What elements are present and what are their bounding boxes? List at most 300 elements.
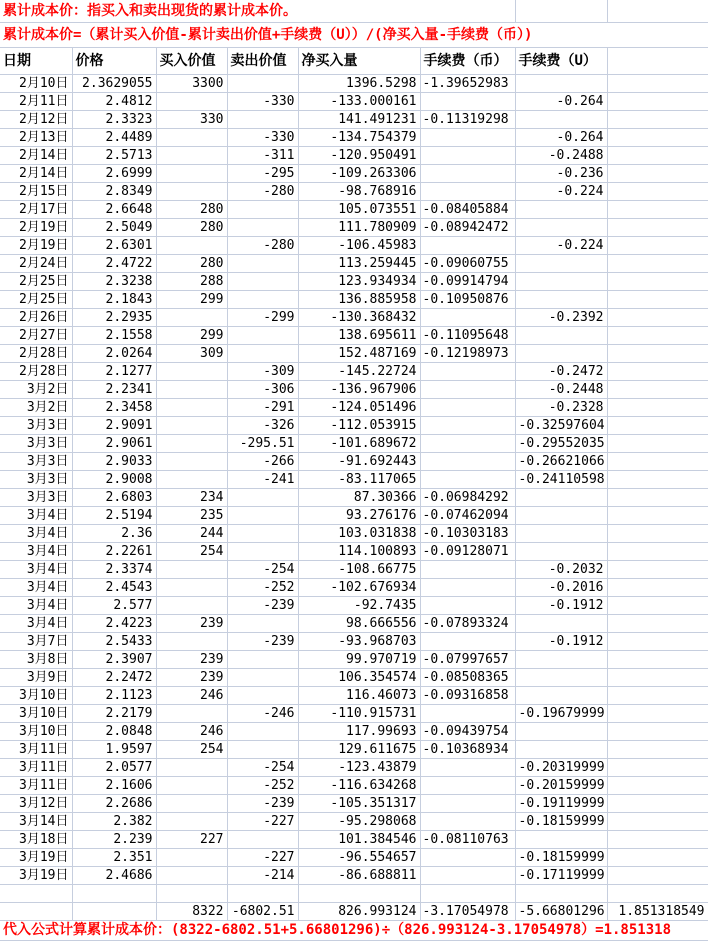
cell-fee-u[interactable]: -0.264 [515, 129, 607, 147]
cell-extra[interactable] [607, 75, 708, 93]
cell-buy-value[interactable] [156, 579, 227, 597]
cell-fee-coin[interactable]: -0.10303183 [420, 525, 515, 543]
cell-fee-u[interactable]: -0.29552035 [515, 435, 607, 453]
cell-net-buy[interactable]: -130.368432 [298, 309, 420, 327]
cell-price[interactable]: 2.2341 [72, 381, 156, 399]
cell-date[interactable]: 2月28日 [0, 363, 72, 381]
cell-fee-coin[interactable]: -0.07997657 [420, 651, 515, 669]
cell-net-buy[interactable]: -86.688811 [298, 867, 420, 885]
cell-extra[interactable] [607, 363, 708, 381]
cell-sell-value[interactable] [227, 273, 298, 291]
cell-extra[interactable] [607, 183, 708, 201]
cell-fee-coin[interactable] [420, 471, 515, 489]
cell-fee-u[interactable]: -0.18159999 [515, 849, 607, 867]
cell-fee-coin[interactable]: -0.10950876 [420, 291, 515, 309]
cell-price[interactable]: 2.5713 [72, 147, 156, 165]
cell-net-buy[interactable]: -145.22724 [298, 363, 420, 381]
cell-net-buy[interactable]: 1396.5298 [298, 75, 420, 93]
cell-sell-value[interactable]: -254 [227, 561, 298, 579]
cell-extra[interactable] [607, 417, 708, 435]
cell-buy-value[interactable]: 288 [156, 273, 227, 291]
cell-price[interactable]: 2.1843 [72, 291, 156, 309]
cell-fee-coin[interactable]: -0.09439754 [420, 723, 515, 741]
empty-cell[interactable] [420, 0, 515, 23]
cell-sell-value[interactable]: -330 [227, 129, 298, 147]
cell-sell-value[interactable]: -291 [227, 399, 298, 417]
cell-extra[interactable] [607, 885, 708, 903]
cell-buy-value[interactable] [156, 597, 227, 615]
cell-extra[interactable] [607, 453, 708, 471]
cell-net-buy[interactable]: 87.30366 [298, 489, 420, 507]
cell-date[interactable] [0, 885, 72, 903]
cell-sell-value[interactable]: -326 [227, 417, 298, 435]
cell-buy-value[interactable]: 309 [156, 345, 227, 363]
cell-extra[interactable] [607, 795, 708, 813]
cell-net-buy[interactable]: -106.45983 [298, 237, 420, 255]
cell-fee-coin[interactable]: -0.09060755 [420, 255, 515, 273]
cell-date[interactable]: 3月4日 [0, 615, 72, 633]
cell-sell-value[interactable]: -241 [227, 471, 298, 489]
cell-extra[interactable] [607, 111, 708, 129]
cell-buy-value[interactable]: 227 [156, 831, 227, 849]
cell-extra[interactable] [607, 759, 708, 777]
cell-buy-value[interactable] [156, 147, 227, 165]
cell-price[interactable]: 2.3374 [72, 561, 156, 579]
cell-date[interactable]: 3月4日 [0, 525, 72, 543]
cell-fee-coin[interactable] [420, 129, 515, 147]
cell-fee-coin[interactable]: -0.10368934 [420, 741, 515, 759]
cell-buy-value[interactable] [156, 309, 227, 327]
cell-net-buy[interactable]: -98.768916 [298, 183, 420, 201]
cell-date[interactable]: 3月10日 [0, 723, 72, 741]
cell-buy-value[interactable]: 8322 [156, 903, 227, 921]
cell-sell-value[interactable] [227, 615, 298, 633]
annotation-line-2[interactable]: 累计成本价=（累计买入价值-累计卖出价值+手续费（U））/(净买入量-手续费（币）) [0, 23, 607, 48]
cell-buy-value[interactable] [156, 93, 227, 111]
cell-fee-coin[interactable] [420, 165, 515, 183]
cell-buy-value[interactable] [156, 237, 227, 255]
cell-net-buy[interactable]: -96.554657 [298, 849, 420, 867]
cell-extra[interactable] [607, 273, 708, 291]
cell-fee-coin[interactable] [420, 777, 515, 795]
cell-fee-u[interactable]: -0.2016 [515, 579, 607, 597]
cell-fee-coin[interactable] [420, 183, 515, 201]
cell-date[interactable]: 2月14日 [0, 147, 72, 165]
cell-date[interactable]: 3月2日 [0, 399, 72, 417]
cell-net-buy[interactable]: -108.66775 [298, 561, 420, 579]
cell-sell-value[interactable]: -280 [227, 183, 298, 201]
cell-sell-value[interactable] [227, 255, 298, 273]
cell-price[interactable]: 2.3323 [72, 111, 156, 129]
cell-date[interactable] [0, 903, 72, 921]
cell-buy-value[interactable]: 3300 [156, 75, 227, 93]
cell-sell-value[interactable]: -6802.51 [227, 903, 298, 921]
cell-fee-u[interactable] [515, 201, 607, 219]
cell-date[interactable]: 2月27日 [0, 327, 72, 345]
cell-buy-value[interactable]: 239 [156, 615, 227, 633]
cell-fee-coin[interactable] [420, 705, 515, 723]
cell-extra[interactable] [607, 489, 708, 507]
cell-date[interactable]: 3月4日 [0, 579, 72, 597]
cell-price[interactable]: 2.9091 [72, 417, 156, 435]
cell-date[interactable]: 3月11日 [0, 741, 72, 759]
cell-net-buy[interactable] [298, 885, 420, 903]
cell-sell-value[interactable]: -227 [227, 813, 298, 831]
cell-price[interactable]: 2.3629055 [72, 75, 156, 93]
cell-price[interactable]: 2.3238 [72, 273, 156, 291]
cell-net-buy[interactable]: 114.100893 [298, 543, 420, 561]
cell-fee-coin[interactable]: -3.17054978 [420, 903, 515, 921]
cell-price[interactable]: 2.577 [72, 597, 156, 615]
cell-fee-u[interactable]: -0.1912 [515, 633, 607, 651]
cell-fee-coin[interactable] [420, 813, 515, 831]
cell-buy-value[interactable] [156, 885, 227, 903]
cell-buy-value[interactable] [156, 417, 227, 435]
annotation-line-1[interactable]: 累计成本价：指买入和卖出现货的累计成本价。 [0, 0, 420, 23]
cell-fee-coin[interactable]: -1.39652983 [420, 75, 515, 93]
cell-fee-coin[interactable]: -0.09128071 [420, 543, 515, 561]
cell-fee-u[interactable]: -0.2392 [515, 309, 607, 327]
cell-price[interactable]: 2.4543 [72, 579, 156, 597]
cell-buy-value[interactable]: 239 [156, 669, 227, 687]
cell-fee-coin[interactable] [420, 867, 515, 885]
cell-date[interactable]: 2月14日 [0, 165, 72, 183]
cell-price[interactable]: 2.4489 [72, 129, 156, 147]
cell-sell-value[interactable]: -295.51 [227, 435, 298, 453]
cell-fee-u[interactable] [515, 525, 607, 543]
cell-net-buy[interactable]: 138.695611 [298, 327, 420, 345]
cell-net-buy[interactable]: 826.993124 [298, 903, 420, 921]
header-date[interactable]: 日期 [0, 48, 72, 75]
cell-net-buy[interactable]: 101.384546 [298, 831, 420, 849]
cell-fee-coin[interactable] [420, 453, 515, 471]
cell-fee-u[interactable] [515, 219, 607, 237]
cell-sell-value[interactable] [227, 543, 298, 561]
cell-price[interactable]: 2.0848 [72, 723, 156, 741]
cell-fee-coin[interactable]: -0.07462094 [420, 507, 515, 525]
cell-fee-u[interactable] [515, 741, 607, 759]
cell-sell-value[interactable]: -330 [227, 93, 298, 111]
cell-fee-coin[interactable]: -0.11095648 [420, 327, 515, 345]
cell-extra[interactable] [607, 669, 708, 687]
cell-date[interactable]: 3月18日 [0, 831, 72, 849]
cell-sell-value[interactable] [227, 345, 298, 363]
cell-buy-value[interactable] [156, 363, 227, 381]
cell-fee-u[interactable]: -0.224 [515, 183, 607, 201]
cell-extra[interactable] [607, 561, 708, 579]
cell-date[interactable]: 3月4日 [0, 507, 72, 525]
cell-date[interactable]: 2月28日 [0, 345, 72, 363]
cell-buy-value[interactable]: 280 [156, 219, 227, 237]
cell-fee-coin[interactable]: -0.11319298 [420, 111, 515, 129]
cell-date[interactable]: 3月9日 [0, 669, 72, 687]
cell-fee-u[interactable]: -0.1912 [515, 597, 607, 615]
header-fee-coin[interactable]: 手续费（币） [420, 48, 515, 75]
cell-price[interactable] [72, 903, 156, 921]
cell-extra[interactable] [607, 327, 708, 345]
cell-price[interactable]: 2.1606 [72, 777, 156, 795]
cell-fee-u[interactable] [515, 255, 607, 273]
cell-fee-u[interactable] [515, 345, 607, 363]
cell-buy-value[interactable]: 254 [156, 741, 227, 759]
cell-fee-coin[interactable] [420, 363, 515, 381]
cell-date[interactable]: 3月3日 [0, 453, 72, 471]
cell-extra[interactable] [607, 723, 708, 741]
cell-fee-u[interactable]: -0.2472 [515, 363, 607, 381]
cell-extra[interactable] [607, 291, 708, 309]
cell-date[interactable]: 3月8日 [0, 651, 72, 669]
cell-price[interactable]: 2.5194 [72, 507, 156, 525]
cell-net-buy[interactable]: -116.634268 [298, 777, 420, 795]
cell-net-buy[interactable]: 99.970719 [298, 651, 420, 669]
cell-fee-u[interactable] [515, 75, 607, 93]
cell-fee-u[interactable] [515, 327, 607, 345]
cell-price[interactable]: 2.36 [72, 525, 156, 543]
header-fee-u[interactable]: 手续费（U） [515, 48, 607, 75]
cell-sell-value[interactable]: -239 [227, 597, 298, 615]
cell-fee-coin[interactable] [420, 885, 515, 903]
cell-buy-value[interactable] [156, 813, 227, 831]
empty-cell[interactable] [515, 0, 607, 23]
cell-buy-value[interactable] [156, 165, 227, 183]
cell-price[interactable]: 2.1277 [72, 363, 156, 381]
cell-buy-value[interactable]: 254 [156, 543, 227, 561]
cell-net-buy[interactable]: -124.051496 [298, 399, 420, 417]
header-extra[interactable] [607, 48, 708, 75]
cell-price[interactable]: 2.4722 [72, 255, 156, 273]
cell-price[interactable]: 2.2935 [72, 309, 156, 327]
header-sell-value[interactable]: 卖出价值 [227, 48, 298, 75]
cell-fee-coin[interactable] [420, 849, 515, 867]
cell-net-buy[interactable]: 93.276176 [298, 507, 420, 525]
cell-price[interactable]: 2.3907 [72, 651, 156, 669]
cell-fee-coin[interactable]: -0.09316858 [420, 687, 515, 705]
cell-net-buy[interactable]: -136.967906 [298, 381, 420, 399]
cell-sell-value[interactable] [227, 687, 298, 705]
cell-extra[interactable]: 1.851318549 [607, 903, 708, 921]
cell-date[interactable]: 3月10日 [0, 687, 72, 705]
cell-fee-u[interactable]: -0.236 [515, 165, 607, 183]
cell-net-buy[interactable]: 105.073551 [298, 201, 420, 219]
cell-sell-value[interactable] [227, 885, 298, 903]
empty-cell[interactable] [607, 23, 708, 48]
cell-fee-coin[interactable]: -0.08405884 [420, 201, 515, 219]
cell-fee-u[interactable]: -0.17119999 [515, 867, 607, 885]
cell-date[interactable]: 3月14日 [0, 813, 72, 831]
cell-date[interactable]: 3月11日 [0, 759, 72, 777]
cell-date[interactable]: 3月3日 [0, 435, 72, 453]
cell-extra[interactable] [607, 147, 708, 165]
cell-net-buy[interactable]: -109.263306 [298, 165, 420, 183]
cell-price[interactable]: 2.1558 [72, 327, 156, 345]
cell-date[interactable]: 3月3日 [0, 417, 72, 435]
cell-date[interactable]: 2月11日 [0, 93, 72, 111]
cell-extra[interactable] [607, 705, 708, 723]
cell-extra[interactable] [607, 435, 708, 453]
cell-extra[interactable] [607, 345, 708, 363]
cell-buy-value[interactable]: 234 [156, 489, 227, 507]
cell-buy-value[interactable] [156, 453, 227, 471]
cell-date[interactable]: 3月4日 [0, 561, 72, 579]
cell-buy-value[interactable]: 299 [156, 291, 227, 309]
cell-price[interactable] [72, 885, 156, 903]
cell-extra[interactable] [607, 129, 708, 147]
cell-buy-value[interactable]: 280 [156, 255, 227, 273]
cell-sell-value[interactable]: -254 [227, 759, 298, 777]
cell-net-buy[interactable]: 141.491231 [298, 111, 420, 129]
cell-net-buy[interactable]: 123.934934 [298, 273, 420, 291]
cell-extra[interactable] [607, 219, 708, 237]
footer-formula[interactable]: 代入公式计算累计成本价：(8322-6802.51+5.66801296)÷（826.993124-3.17054978）=1.851318 [0, 921, 708, 941]
cell-net-buy[interactable]: 152.487169 [298, 345, 420, 363]
cell-buy-value[interactable] [156, 471, 227, 489]
cell-price[interactable]: 2.239 [72, 831, 156, 849]
cell-sell-value[interactable] [227, 525, 298, 543]
cell-price[interactable]: 2.1123 [72, 687, 156, 705]
cell-fee-u[interactable] [515, 723, 607, 741]
cell-net-buy[interactable]: 111.780909 [298, 219, 420, 237]
header-buy-value[interactable]: 买入价值 [156, 48, 227, 75]
cell-fee-coin[interactable] [420, 237, 515, 255]
cell-extra[interactable] [607, 471, 708, 489]
cell-price[interactable]: 2.9008 [72, 471, 156, 489]
cell-date[interactable]: 2月24日 [0, 255, 72, 273]
cell-buy-value[interactable]: 239 [156, 651, 227, 669]
cell-extra[interactable] [607, 687, 708, 705]
cell-buy-value[interactable]: 235 [156, 507, 227, 525]
cell-buy-value[interactable] [156, 867, 227, 885]
cell-sell-value[interactable]: -311 [227, 147, 298, 165]
cell-sell-value[interactable] [227, 75, 298, 93]
cell-extra[interactable] [607, 849, 708, 867]
cell-net-buy[interactable]: -105.351317 [298, 795, 420, 813]
cell-buy-value[interactable] [156, 399, 227, 417]
cell-price[interactable]: 2.0264 [72, 345, 156, 363]
cell-sell-value[interactable]: -227 [227, 849, 298, 867]
cell-date[interactable]: 3月3日 [0, 471, 72, 489]
cell-price[interactable]: 2.2261 [72, 543, 156, 561]
cell-extra[interactable] [607, 165, 708, 183]
cell-extra[interactable] [607, 93, 708, 111]
cell-sell-value[interactable] [227, 291, 298, 309]
cell-extra[interactable] [607, 615, 708, 633]
cell-price[interactable]: 2.2472 [72, 669, 156, 687]
cell-sell-value[interactable]: -252 [227, 579, 298, 597]
cell-buy-value[interactable] [156, 183, 227, 201]
cell-fee-u[interactable]: -0.2448 [515, 381, 607, 399]
cell-fee-u[interactable]: -0.18159999 [515, 813, 607, 831]
cell-buy-value[interactable]: 244 [156, 525, 227, 543]
cell-fee-coin[interactable] [420, 597, 515, 615]
cell-buy-value[interactable] [156, 705, 227, 723]
cell-date[interactable]: 2月15日 [0, 183, 72, 201]
cell-fee-coin[interactable]: -0.08110763 [420, 831, 515, 849]
cell-price[interactable]: 2.8349 [72, 183, 156, 201]
cell-fee-u[interactable] [515, 885, 607, 903]
cell-price[interactable]: 2.351 [72, 849, 156, 867]
cell-sell-value[interactable] [227, 111, 298, 129]
cell-price[interactable]: 2.9033 [72, 453, 156, 471]
cell-date[interactable]: 3月12日 [0, 795, 72, 813]
cell-date[interactable]: 2月25日 [0, 273, 72, 291]
cell-date[interactable]: 2月12日 [0, 111, 72, 129]
cell-sell-value[interactable] [227, 723, 298, 741]
cell-extra[interactable] [607, 813, 708, 831]
cell-extra[interactable] [607, 651, 708, 669]
cell-fee-u[interactable]: -0.26621066 [515, 453, 607, 471]
cell-price[interactable]: 2.5433 [72, 633, 156, 651]
cell-date[interactable]: 3月7日 [0, 633, 72, 651]
cell-fee-u[interactable] [515, 543, 607, 561]
cell-sell-value[interactable]: -299 [227, 309, 298, 327]
cell-sell-value[interactable]: -214 [227, 867, 298, 885]
cell-fee-coin[interactable]: -0.08508365 [420, 669, 515, 687]
cell-price[interactable]: 2.382 [72, 813, 156, 831]
cell-date[interactable]: 2月25日 [0, 291, 72, 309]
cell-price[interactable]: 2.2179 [72, 705, 156, 723]
cell-sell-value[interactable] [227, 201, 298, 219]
cell-price[interactable]: 2.2686 [72, 795, 156, 813]
cell-extra[interactable] [607, 741, 708, 759]
cell-fee-coin[interactable] [420, 561, 515, 579]
cell-fee-coin[interactable] [420, 795, 515, 813]
cell-fee-u[interactable] [515, 669, 607, 687]
header-net-buy[interactable]: 净买入量 [298, 48, 420, 75]
cell-extra[interactable] [607, 309, 708, 327]
cell-sell-value[interactable] [227, 327, 298, 345]
cell-extra[interactable] [607, 633, 708, 651]
cell-date[interactable]: 3月4日 [0, 597, 72, 615]
cell-date[interactable]: 3月4日 [0, 543, 72, 561]
cell-net-buy[interactable]: -133.000161 [298, 93, 420, 111]
cell-date[interactable]: 3月10日 [0, 705, 72, 723]
cell-net-buy[interactable]: 116.46073 [298, 687, 420, 705]
cell-buy-value[interactable] [156, 381, 227, 399]
cell-fee-coin[interactable]: -0.09914794 [420, 273, 515, 291]
cell-net-buy[interactable]: 106.354574 [298, 669, 420, 687]
cell-net-buy[interactable]: 136.885958 [298, 291, 420, 309]
cell-net-buy[interactable]: -93.968703 [298, 633, 420, 651]
cell-date[interactable]: 2月10日 [0, 75, 72, 93]
cell-fee-coin[interactable] [420, 147, 515, 165]
cell-sell-value[interactable] [227, 669, 298, 687]
cell-sell-value[interactable]: -239 [227, 633, 298, 651]
cell-buy-value[interactable] [156, 435, 227, 453]
cell-date[interactable]: 3月19日 [0, 849, 72, 867]
cell-price[interactable]: 2.6648 [72, 201, 156, 219]
cell-fee-coin[interactable] [420, 309, 515, 327]
cell-sell-value[interactable]: -266 [227, 453, 298, 471]
cell-net-buy[interactable]: -102.676934 [298, 579, 420, 597]
cell-net-buy[interactable]: -123.43879 [298, 759, 420, 777]
cell-buy-value[interactable] [156, 795, 227, 813]
cell-extra[interactable] [607, 381, 708, 399]
cell-net-buy[interactable]: 103.031838 [298, 525, 420, 543]
cell-sell-value[interactable] [227, 489, 298, 507]
cell-fee-u[interactable] [515, 273, 607, 291]
cell-net-buy[interactable]: -112.053915 [298, 417, 420, 435]
cell-sell-value[interactable]: -306 [227, 381, 298, 399]
cell-price[interactable]: 2.4686 [72, 867, 156, 885]
cell-fee-u[interactable]: -5.66801296 [515, 903, 607, 921]
cell-sell-value[interactable] [227, 507, 298, 525]
cell-date[interactable]: 3月11日 [0, 777, 72, 795]
cell-extra[interactable] [607, 579, 708, 597]
cell-fee-u[interactable] [515, 651, 607, 669]
cell-buy-value[interactable]: 246 [156, 687, 227, 705]
cell-extra[interactable] [607, 201, 708, 219]
cell-net-buy[interactable]: 98.666556 [298, 615, 420, 633]
